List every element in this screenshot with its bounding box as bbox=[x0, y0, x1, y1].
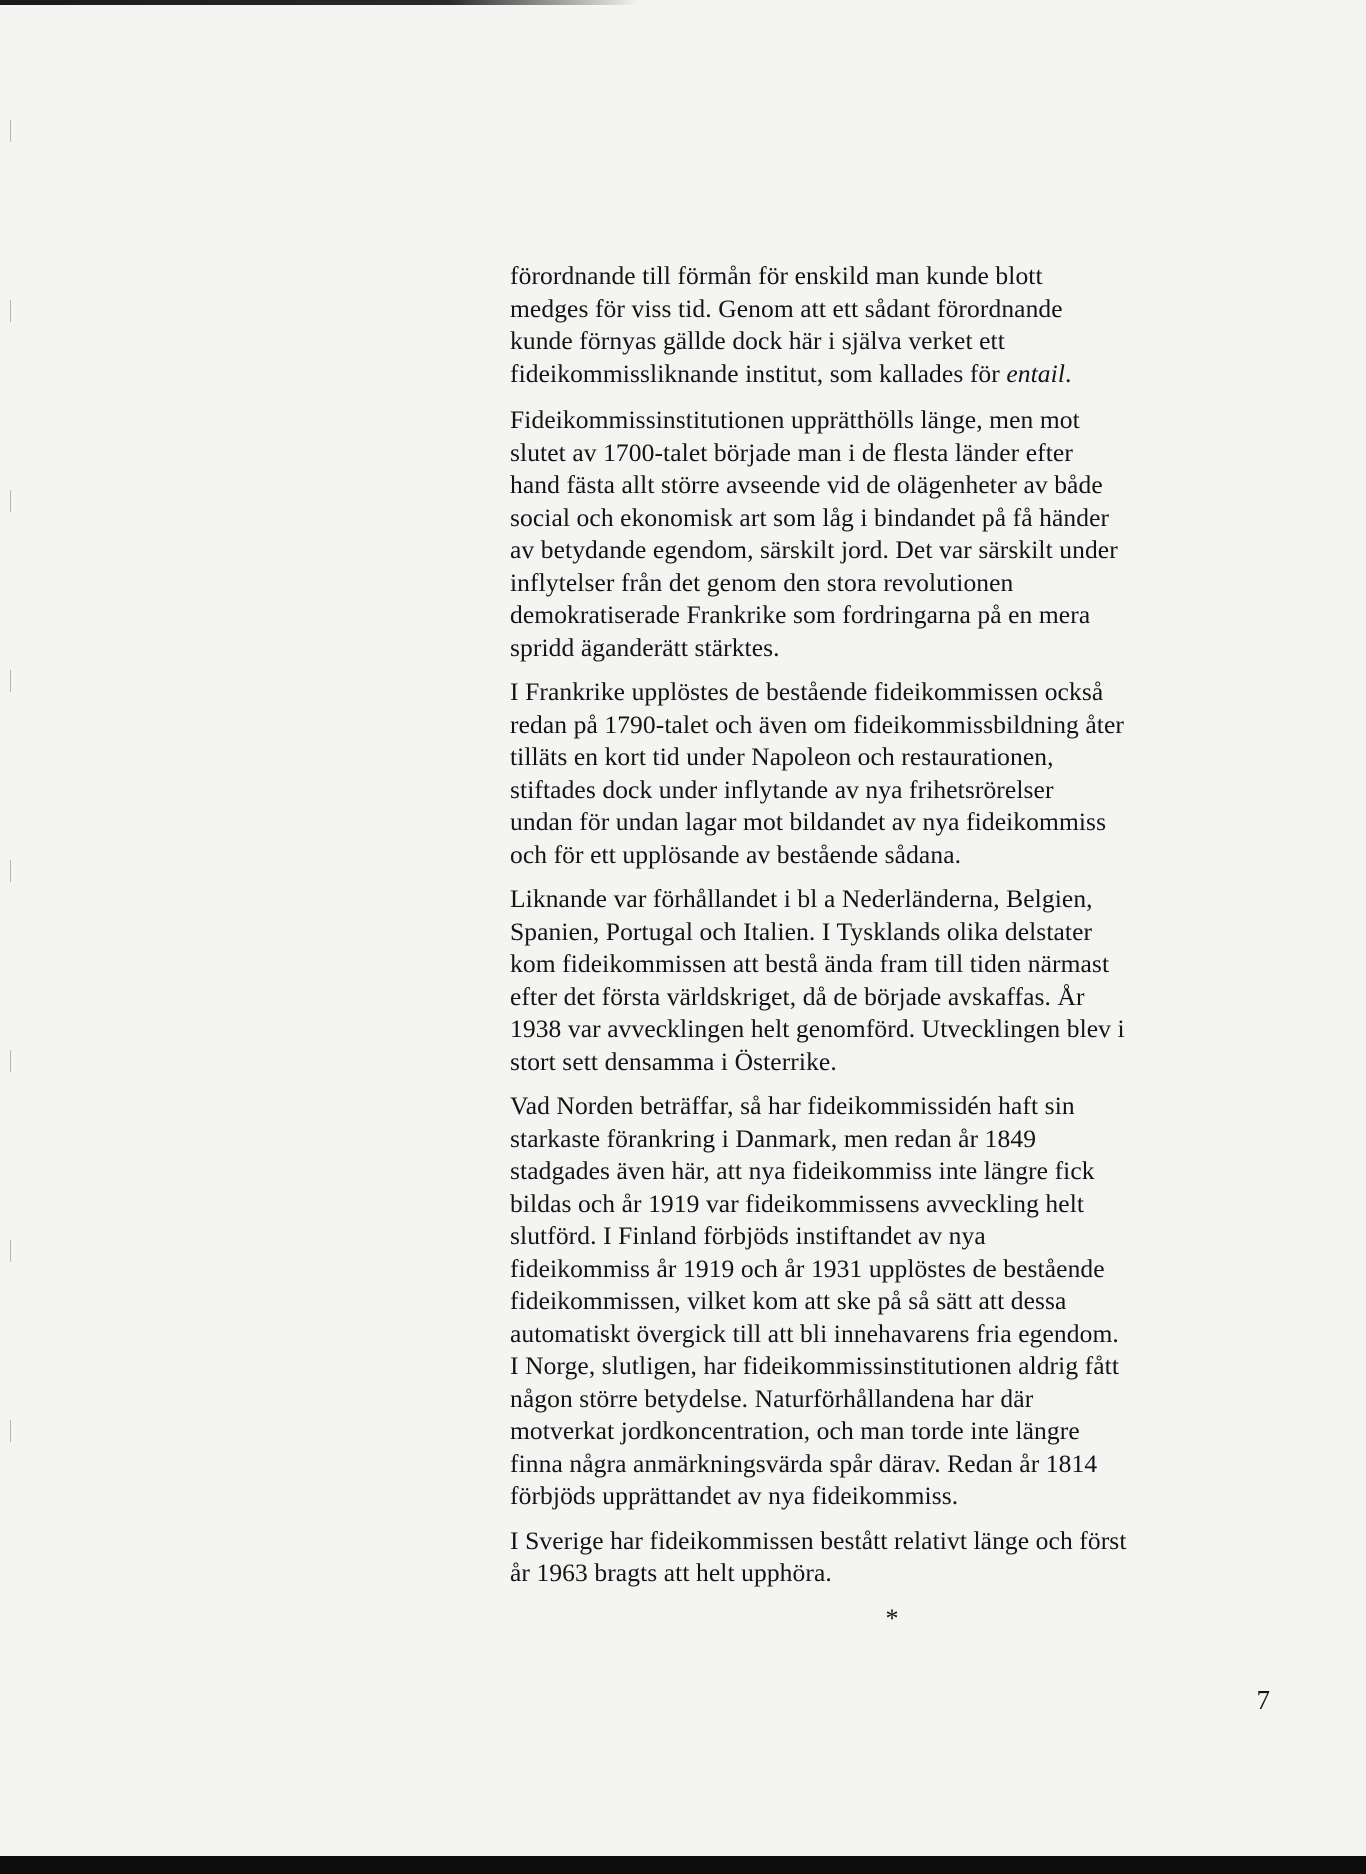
paragraph-entail bbox=[510, 260, 1280, 390]
section-divider-asterisk: * bbox=[885, 1604, 899, 1633]
body-text bbox=[510, 260, 1280, 1602]
paragraph-norden: Vad Norden beträffar, så har fideikommissidén haft sin starkaste förankring i Danmark, men redan år 1849 stadgades även här, att nya fideikommiss inte längre fick bildas och år 1919 var fideikommissens avveckling helt slutförd. I Finland förbjöds instiftandet av nya fideikommiss år 1919 och år 1931 upplöstes de bestående fideikommissen, vilket kom att ske på så sätt att dessa automatiskt övergick till att bli innehavarens fria egendom. I Norge, slutligen, har fideikommissinstitutionen aldrig fått någon större betydelse. Naturförhållandena har där motverkat jordkoncentration, och man torde inte längre finna några anmärkningsvärda spår därav. Redan år 1814 förbjöds upprättandet av nya fideikommiss. bbox=[510, 1091, 1120, 1510]
page-number: 7 bbox=[1256, 1685, 1270, 1715]
paragraph-frankrike: I Frankrike upplöstes de bestående fideikommissen också redan på 1790-talet och även om fideikommissbildning åter tilläts en kort tid under Napoleon och restaurationen, stiftades dock under inflytande av nya frihetsrörelser undan för undan lagar mot bildandet av nya fideikommiss och för ett upplösande av bestående sådana. bbox=[510, 677, 1124, 869]
paragraph-fideikommiss-institution: Fideikommissinstitutionen upprätthölls länge, men mot slutet av 1700-talet började man i de flesta länder efter hand fästa allt större avseende vid de olägenheter av både social och ekonomisk art som låg i bindandet på få händer av betydande egendom, särskilt jord. Det var särskilt under inflytelser från det genom den stora revolutionen demokratiserade Frankrike som fordringarna på en mera spridd äganderätt stärktes. bbox=[510, 405, 1118, 662]
scan-margin-marks bbox=[10, 0, 22, 1874]
paragraph-entail-tail: . bbox=[1065, 358, 1072, 388]
scan-top-edge bbox=[0, 0, 640, 5]
scan-bottom-edge bbox=[0, 1856, 1366, 1874]
entail-term: entail bbox=[1006, 358, 1066, 388]
paragraph-sverige: I Sverige har fideikommissen bestått relativt länge och först år 1963 bragts att helt upphöra. bbox=[510, 1525, 1127, 1587]
paragraph-entail-text: förordnande till förmån för enskild man kunde blott medges för viss tid. Genom att ett sådant förordnande kunde förnyas gällde dock här i själva verket ett fideikommissliknande institut, som kallades för bbox=[510, 261, 1063, 388]
paragraph-europe: Liknande var förhållandet i bl a Nederländerna, Belgien, Spanien, Portugal och Italien. I Tysklands olika delstater kom fideikommissen att bestå ända fram till tiden närmast efter det första världskriget, då de började avskaffas. År 1938 var avvecklingen helt genomförd. Utvecklingen blev i stort sett densamma i Österrike. bbox=[510, 884, 1125, 1076]
